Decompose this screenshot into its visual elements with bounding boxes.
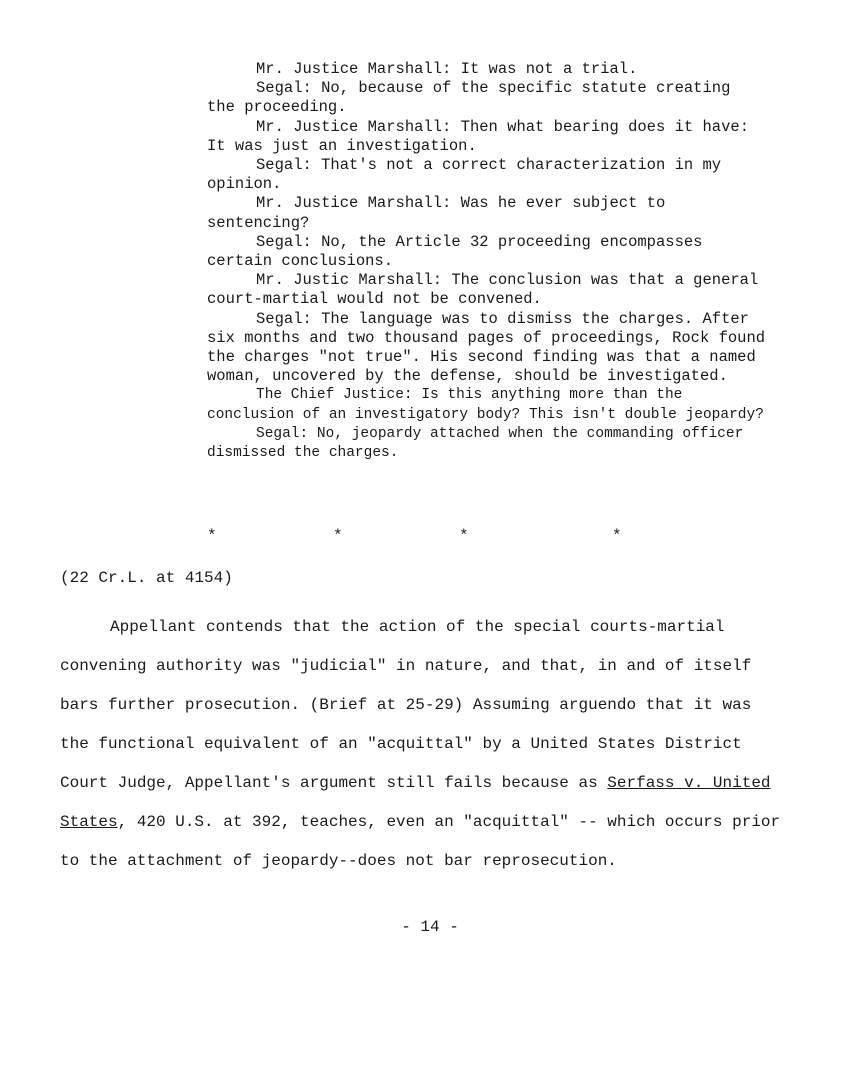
speaker-name: Mr. Justice Marshall: xyxy=(256,194,452,213)
separator-asterisk: * xyxy=(612,527,622,545)
transcript-paragraph xyxy=(207,271,767,309)
speech-text: The conclusion was that a general court-martial would not be convened. xyxy=(207,271,759,309)
speaker-name: Mr. Justice Marshall: xyxy=(256,117,452,136)
speaker-name: Segal: xyxy=(256,232,312,251)
transcript-paragraph xyxy=(207,194,767,232)
transcript-paragraph xyxy=(207,233,767,271)
speech-text: No, the Article 32 proceeding encompasses certain conclusions. xyxy=(207,232,703,271)
body-line: bars further prosecution. (Brief at 25-29) Assuming arguendo that it was xyxy=(60,696,752,714)
transcript-paragraph xyxy=(207,79,767,117)
speech-text: No, because of the specific statute creating the proceeding. xyxy=(207,79,731,117)
citation: (22 Cr.L. at 4154) xyxy=(60,569,233,587)
speech-text: Was he ever subject to sentencing? xyxy=(207,194,666,232)
speech-text: It was not a trial. xyxy=(451,60,638,78)
speaker-name: Segal: xyxy=(256,156,312,175)
transcript-paragraph xyxy=(207,60,767,79)
transcript-paragraph xyxy=(207,386,767,424)
body-line xyxy=(60,764,800,803)
case-citation: States xyxy=(60,813,118,831)
case-citation: Serfass v. United xyxy=(607,774,771,792)
separator-asterisk: * xyxy=(333,527,343,545)
speaker-name: Segal: xyxy=(256,425,309,442)
body-text-segment: Court Judge, Appellant's argument still fails because as xyxy=(60,774,608,792)
page-number: - 14 - xyxy=(401,918,459,936)
transcript-paragraph xyxy=(207,118,767,156)
body-line: Appellant contends that the action of the special courts-martial xyxy=(110,618,725,636)
body-line: the functional equivalent of an "acquittal" by a United States District xyxy=(60,735,742,753)
speech-text: Then what bearing does it have: It was just an investigation. xyxy=(207,117,749,155)
section-separator xyxy=(0,527,860,549)
body-paragraph xyxy=(60,608,800,881)
body-line xyxy=(60,803,800,842)
speaker-name: Segal: xyxy=(256,309,312,328)
speaker-name: Mr. Justic Marshall: xyxy=(256,271,443,290)
transcript-paragraph xyxy=(207,310,767,387)
speech-text: Is this anything more than the conclusion of an investigatory body? This isn't double jeopardy? xyxy=(207,387,764,423)
speaker-name: Mr. Justice Marshall: xyxy=(256,60,452,78)
speech-text: The language was to dismiss the charges. After six months and two thousand pages of proceedings, Rock found the charges "not true". His second finding was that a named woman, uncovered by the defense, should be investigated. xyxy=(207,309,766,386)
speech-text: That's not a correct characterization in my opinion. xyxy=(207,156,722,194)
transcript-paragraph xyxy=(207,156,767,194)
transcript-paragraph xyxy=(207,425,767,463)
speech-text: No, jeopardy attached when the commanding officer dismissed the charges. xyxy=(207,425,744,462)
speaker-name: Segal: xyxy=(256,79,312,98)
body-line: convening authority was "judicial" in nature, and that, in and of itself xyxy=(60,657,752,675)
transcript-excerpt xyxy=(207,60,767,463)
body-line: to the attachment of jeopardy--does not bar reprosecution. xyxy=(60,852,617,870)
speaker-name: The Chief Justice: xyxy=(256,387,413,404)
separator-asterisk: * xyxy=(459,527,469,545)
body-text-segment: , 420 U.S. at 392, teaches, even an "acquittal" -- which occurs prior xyxy=(117,813,781,831)
separator-asterisk: * xyxy=(207,527,217,545)
